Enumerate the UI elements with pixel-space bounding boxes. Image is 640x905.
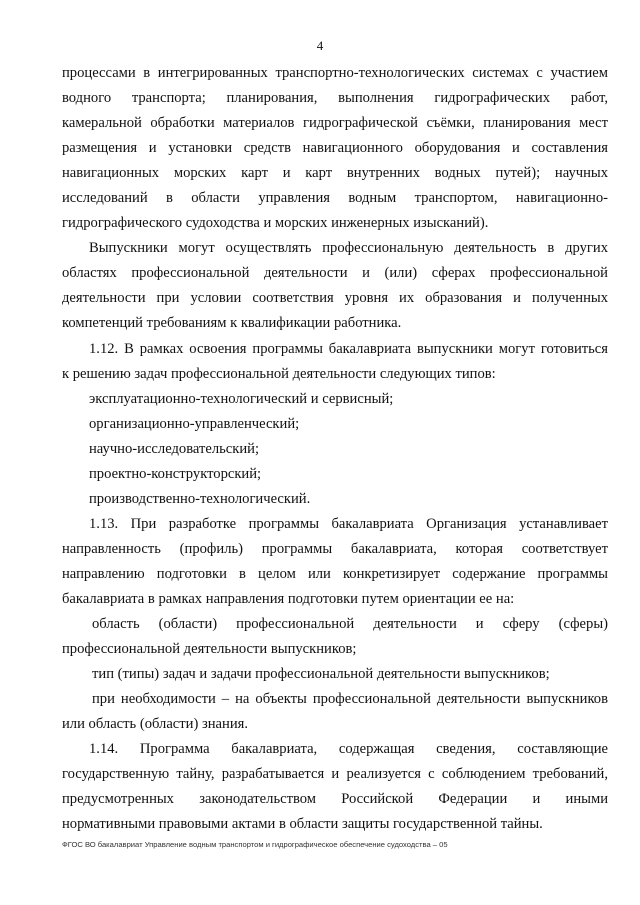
paragraph-first-line: Выпускники могут осуществлять профессиональную деятельность в других [89, 240, 608, 257]
list-item: научно-исследовательский; [89, 440, 260, 457]
list-item: производственно-технологический. [89, 490, 311, 507]
text-line: профессиональной деятельности выпускников; [62, 641, 357, 658]
text-line: деятельности при условии соответствия уровня их образования и полученных [62, 290, 608, 307]
paragraph-first-line: 1.14. Программа бакалавриата, содержащая сведения, составляющие [89, 741, 608, 758]
paragraph-first-line: 1.12. В рамках освоения программы бакалавриата выпускники могут готовиться [89, 340, 608, 357]
paragraph-first-line: при необходимости – на объекты профессиональной деятельности выпускников [92, 691, 608, 708]
text-line: процессами в интегрированных транспортно-технологических системах с участием [62, 65, 608, 81]
text-line: бакалавриата в рамках направления подготовки путем ориентации ее на: [62, 590, 515, 607]
footer-caption: ФГОС ВО бакалавриат Управление водным транспортом и гидрографическое обеспечение судоходства – 05 [62, 840, 448, 849]
page-number: 4 [316, 38, 324, 53]
text-line: нормативными правовыми актами в области защиты государственной тайны. [62, 816, 543, 833]
paragraph-first-line: 1.13. При разработке программы бакалавриата Организация устанавливает [89, 515, 608, 532]
text-line: исследований в области управления водным транспортом, навигационно- [62, 190, 608, 207]
document-body [62, 61, 608, 837]
text-line: предусмотренных законодательством Российской Федерации и иными [62, 791, 608, 808]
list-item: эксплуатационно-технологический и сервисный; [89, 390, 394, 407]
text-line: государственную тайну, разрабатывается и реализуется с соблюдением требований, [62, 766, 608, 783]
text-line: камеральной обработки материалов гидрографической съёмки, планирования мест [62, 115, 608, 132]
list-item: проектно-конструкторский; [89, 465, 262, 482]
list-item: организационно-управленческий; [89, 415, 300, 432]
text-line: гидрографического судоходства и морских инженерных изысканий). [62, 215, 489, 232]
text-line: направленность (профиль) программы бакалавриата, которая соответствует [62, 540, 608, 557]
text-line: размещения и установки средств навигационного оборудования и составления [62, 140, 608, 157]
paragraph-first-line: тип (типы) задач и задачи профессиональной деятельности выпускников; [92, 666, 550, 683]
text-line: навигационных морских карт и карт внутренних водных путей); научных [62, 165, 608, 182]
text-line: к решению задач профессиональной деятельности следующих типов: [62, 365, 496, 382]
paragraph-first-line: область (области) профессиональной деятельности и сферу (сферы) [92, 616, 608, 633]
text-line: компетенций требованиям к квалификации работника. [62, 315, 402, 332]
text-line: направлению подготовки в целом или конкретизирует содержание программы [62, 565, 608, 582]
text-line: областях профессиональной деятельности и (или) сферах профессиональной [62, 265, 608, 282]
text-line: водного транспорта; планирования, выполнения гидрографических работ, [62, 90, 608, 107]
text-line: или область (области) знания. [62, 716, 249, 733]
